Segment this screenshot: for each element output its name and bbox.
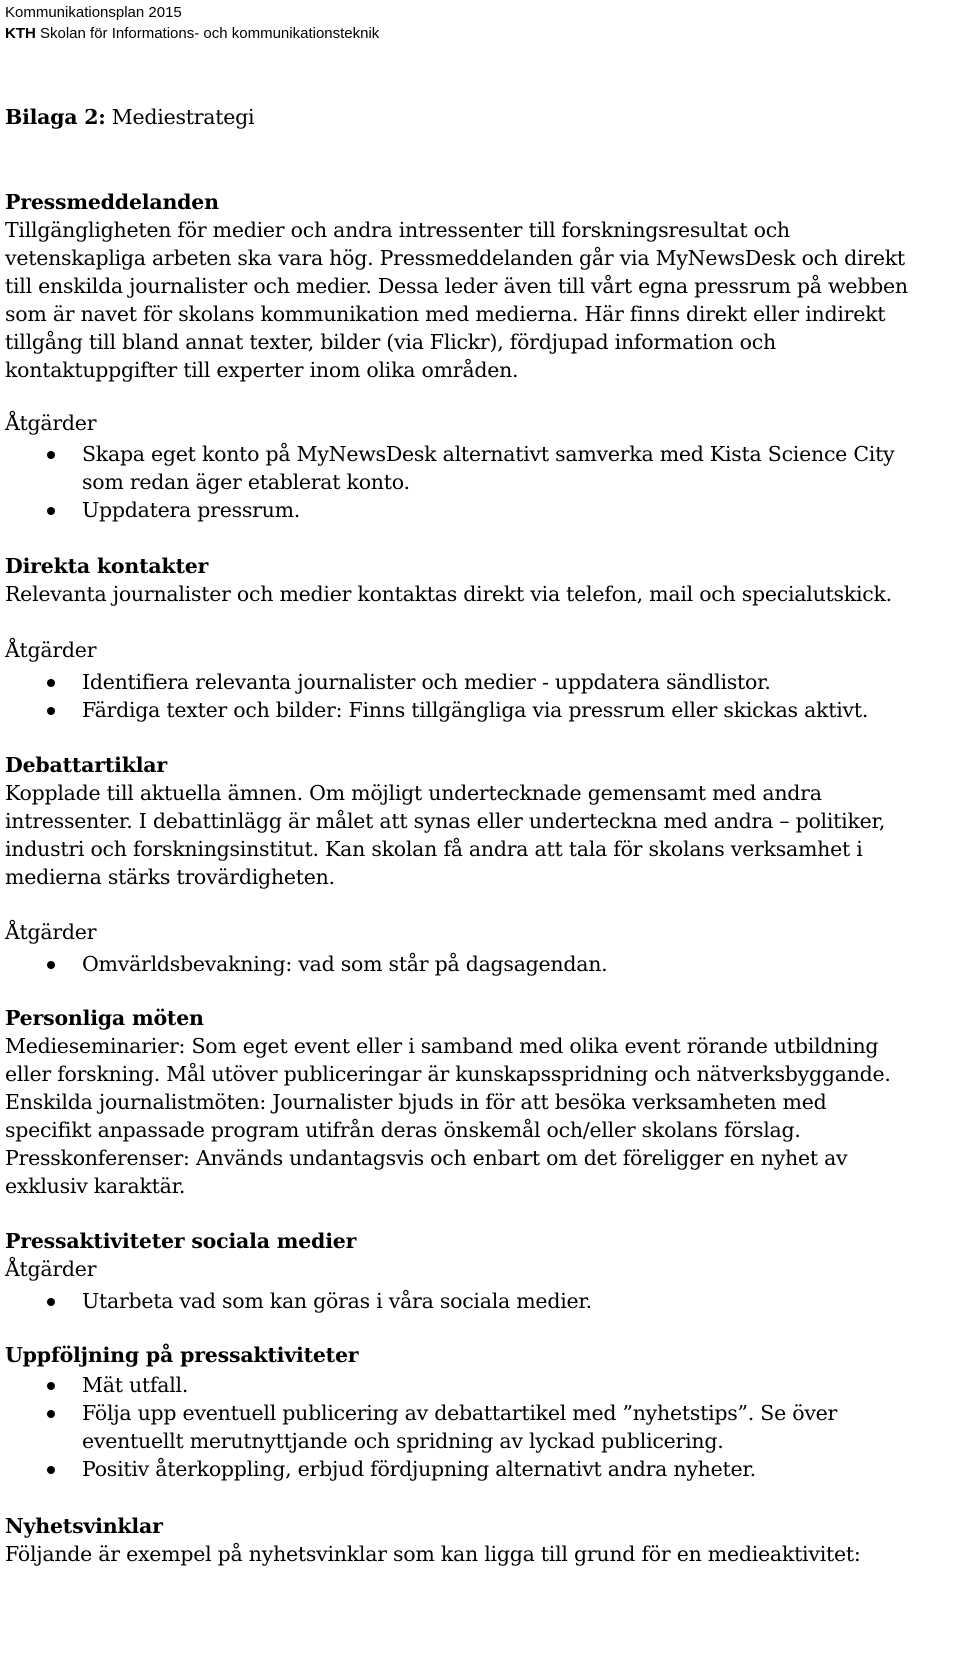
list-item: Följa upp eventuell publicering av debattartikel med ”nyhetstips”. Se över eventuellt merutnyttjande och spridning av lyckad publicering. bbox=[5, 1399, 955, 1455]
list-item: Utarbeta vad som kan göras i våra sociala medier. bbox=[5, 1287, 955, 1315]
paragraph-line: Tillgängligheten för medier och andra intressenter till forskningsresultat och bbox=[5, 218, 790, 242]
paragraph-line: Presskonferenser: Används undantagsvis och enbart om det föreligger en nyhet av bbox=[5, 1146, 848, 1170]
bullet-list bbox=[5, 1287, 955, 1315]
bullet-list bbox=[5, 950, 955, 978]
bullet-icon bbox=[47, 1298, 55, 1306]
paragraph-line: tillgång till bland annat texter, bilder (via Flickr), fördjupad information och bbox=[5, 330, 776, 354]
paragraph-line: Medieseminarier: Som eget event eller i samband med olika event rörande utbildning bbox=[5, 1034, 879, 1058]
header-org-abbrev: KTH bbox=[5, 25, 36, 42]
bullet-icon bbox=[47, 1410, 55, 1418]
header-organization bbox=[5, 23, 379, 44]
list-item: Färdiga texter och bilder: Finns tillgängliga via pressrum eller skickas aktivt. bbox=[5, 696, 955, 724]
bullet-icon bbox=[47, 451, 55, 459]
appendix-name: Mediestrategi bbox=[105, 105, 255, 129]
appendix-title bbox=[5, 103, 955, 131]
page-header bbox=[5, 2, 379, 44]
bullet-icon bbox=[47, 707, 55, 715]
bullet-icon bbox=[47, 1466, 55, 1474]
bullet-icon bbox=[47, 679, 55, 687]
actions-label: Åtgärder bbox=[5, 1257, 97, 1281]
paragraph-line: specifikt anpassade program utifrån deras önskemål och/eller skolans förslag. bbox=[5, 1118, 801, 1142]
list-item: Mät utfall. bbox=[5, 1371, 955, 1399]
bullet-list bbox=[5, 668, 955, 724]
paragraph-line: Kopplade till aktuella ämnen. Om möjligt undertecknade gemensamt med andra bbox=[5, 781, 822, 805]
paragraph-line: industri och forskningsinstitut. Kan skolan få andra att tala för skolans verksamhet i bbox=[5, 837, 863, 861]
section-uppfoljning bbox=[5, 1341, 955, 1369]
list-item: Omvärldsbevakning: vad som står på dagsagendan. bbox=[5, 950, 955, 978]
actions-label: Åtgärder bbox=[5, 411, 97, 435]
bullet-list bbox=[5, 1371, 955, 1483]
paragraph-line: kontaktuppgifter till experter inom olika områden. bbox=[5, 358, 519, 382]
list-item: Skapa eget konto på MyNewsDesk alternativt samverka med Kista Science City som redan äger etablerat konto. bbox=[5, 440, 955, 496]
paragraph-line: intressenter. I debattinlägg är målet att synas eller underteckna med andra – politiker, bbox=[5, 809, 886, 833]
list-item: Identifiera relevanta journalister och medier - uppdatera sändlistor. bbox=[5, 668, 955, 696]
paragraph-line: Följande är exempel på nyhetsvinklar som kan ligga till grund för en medieaktivitet: bbox=[5, 1542, 861, 1566]
paragraph-line: till enskilda journalister och medier. Dessa leder även till vårt egna pressrum på webben bbox=[5, 274, 908, 298]
paragraph-line: eller forskning. Mål utöver publiceringar är kunskapsspridning och nätverksbyggande. bbox=[5, 1062, 891, 1086]
section-heading: Pressmeddelanden bbox=[5, 190, 219, 214]
section-debattartiklar bbox=[5, 751, 955, 891]
bullet-icon bbox=[47, 1382, 55, 1390]
section-heading: Personliga möten bbox=[5, 1006, 204, 1030]
paragraph-line: som är navet för skolans kommunikation med medierna. Här finns direkt eller indirekt bbox=[5, 302, 886, 326]
section-direkta-kontakter bbox=[5, 552, 955, 608]
header-org-name: Skolan för Informations- och kommunikationsteknik bbox=[35, 25, 380, 42]
section-heading: Debattartiklar bbox=[5, 753, 167, 777]
paragraph-line: exklusiv karaktär. bbox=[5, 1174, 186, 1198]
actions-label: Åtgärder bbox=[5, 920, 97, 944]
list-item: Uppdatera pressrum. bbox=[5, 496, 955, 524]
section-nyhetsvinklar bbox=[5, 1512, 955, 1568]
bullet-list bbox=[5, 440, 955, 524]
actions-label: Åtgärder bbox=[5, 638, 97, 662]
section-heading: Uppföljning på pressaktiviteter bbox=[5, 1343, 359, 1367]
list-item: Positiv återkoppling, erbjud fördjupning alternativt andra nyheter. bbox=[5, 1455, 955, 1483]
paragraph-line: Relevanta journalister och medier kontaktas direkt via telefon, mail och specialutskick. bbox=[5, 582, 892, 606]
paragraph-line: vetenskapliga arbeten ska vara hög. Pressmeddelanden går via MyNewsDesk och direkt bbox=[5, 246, 905, 270]
section-personliga-moten bbox=[5, 1004, 955, 1200]
paragraph-line: medierna stärks trovärdigheten. bbox=[5, 865, 335, 889]
section-heading: Direkta kontakter bbox=[5, 554, 209, 578]
section-heading: Pressaktiviteter sociala medier bbox=[5, 1229, 357, 1253]
bullet-icon bbox=[47, 961, 55, 969]
section-heading: Nyhetsvinklar bbox=[5, 1514, 163, 1538]
section-pressmeddelanden bbox=[5, 188, 955, 384]
bullet-icon bbox=[47, 507, 55, 515]
header-plan-title: Kommunikationsplan 2015 bbox=[5, 4, 182, 21]
appendix-label: Bilaga 2: bbox=[5, 105, 106, 129]
section-sociala-medier bbox=[5, 1227, 955, 1283]
paragraph-line: Enskilda journalistmöten: Journalister bjuds in för att besöka verksamheten med bbox=[5, 1090, 827, 1114]
